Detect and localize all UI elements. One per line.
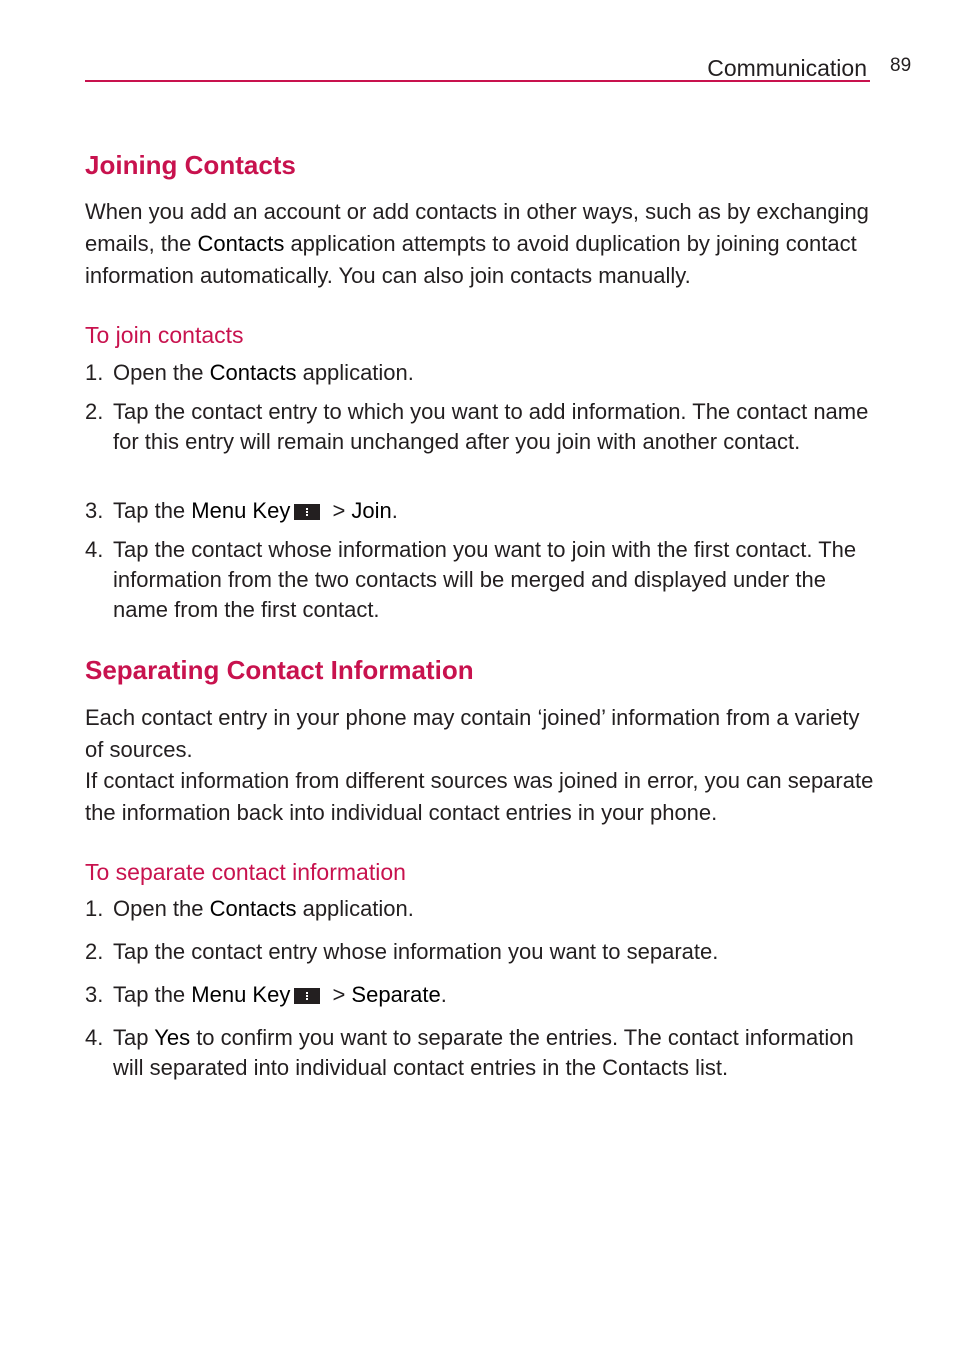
section-title-separating-contact-information: Separating Contact Information	[85, 655, 474, 685]
joining-intro-paragraph: When you add an account or add contacts in other ways, such as by exchanging emails, the Contacts application attempts to avoid duplication by joining contact information automatically. You can also join contacts manually.	[85, 199, 869, 288]
separating-paragraph-2: If contact information from different sources was joined in error, you can separate the information back into individual contact entries in your phone.	[85, 768, 874, 825]
subtitle-to-separate-contact-information: To separate contact information	[85, 859, 406, 885]
menu-key-icon	[294, 988, 320, 1004]
subtitle-to-join-contacts: To join contacts	[85, 322, 244, 348]
separating-paragraph-1: Each contact entry in your phone may contain ‘joined’ information from a variety of sources.	[85, 705, 860, 762]
contacts-app-name: Contacts	[197, 231, 285, 256]
page-header	[85, 50, 870, 82]
section-title-joining-contacts: Joining Contacts	[85, 150, 296, 180]
page-number: 89	[890, 55, 912, 76]
menu-key-icon	[294, 504, 320, 520]
chapter-title: Communication	[707, 55, 867, 81]
